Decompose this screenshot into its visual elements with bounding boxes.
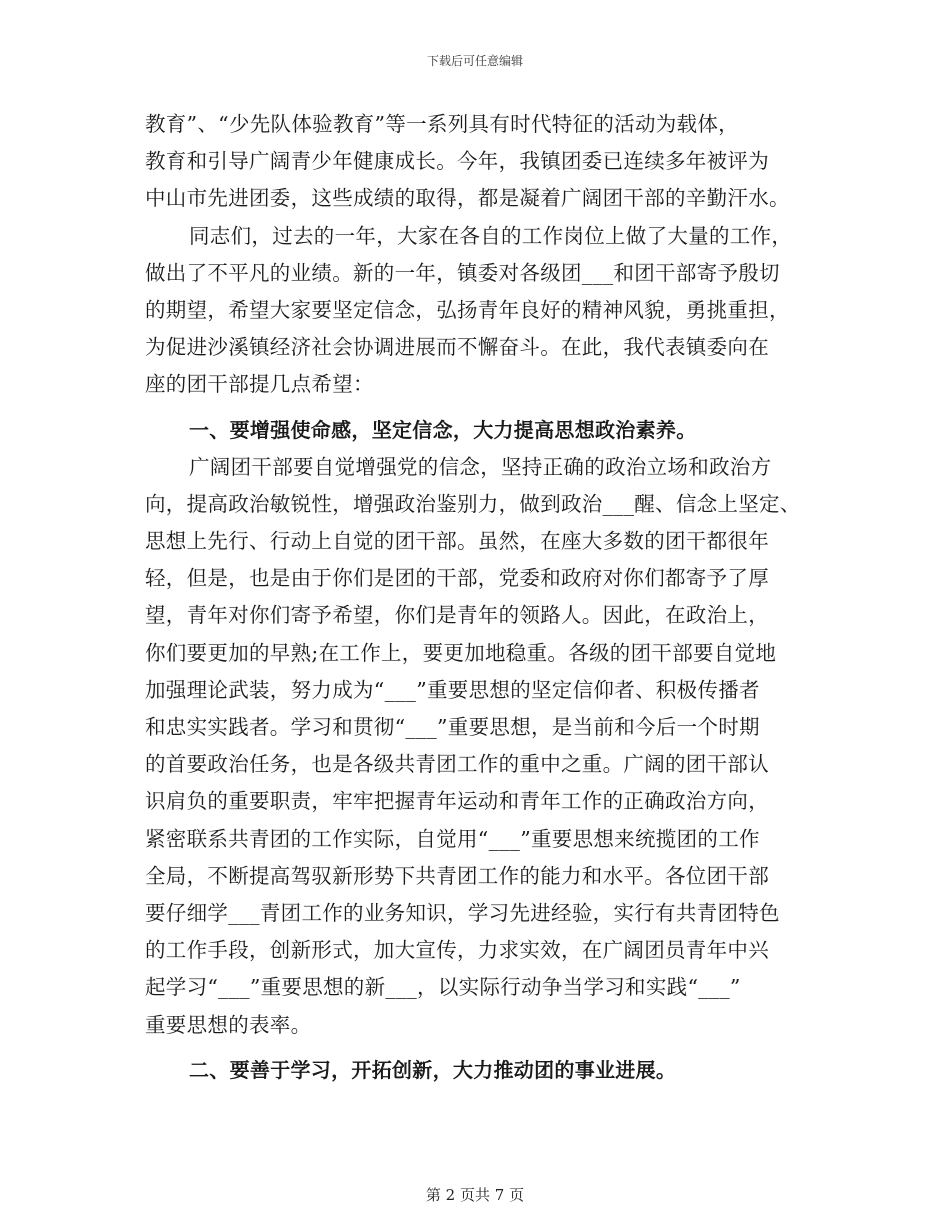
paragraph-line: 要仔细学___青团工作的业务知识，学习先进经验，实行有共青团特色 (145, 900, 780, 925)
paragraph-line: 座的团干部提几点希望： (145, 372, 374, 397)
paragraph-line: 向，提高政治敏锐性，增强政治鉴别力，做到政治___醒、信念上坚定、 (145, 491, 801, 516)
paragraph-line: 望，青年对你们寄予希望，你们是青年的领路人。因此，在政治上， (145, 603, 769, 628)
paragraph-line: 你们要更加的早熟;在工作上，要更加地稳重。各级的团干部要自觉地 (145, 640, 777, 665)
paragraph-line: 全局，不断提高驾驭新形势下共青团工作的能力和水平。各位团干部 (145, 863, 769, 888)
paragraph-line: 同志们，过去的一年，大家在各自的工作岗位上做了大量的工作， (189, 223, 793, 248)
page-header: 下载后可任意编辑 (426, 54, 523, 68)
paragraph-line: 思想上先行、行动上自觉的团干部。虽然，在座大多数的团干都很年 (145, 529, 769, 554)
paragraph-line: 的期望，希望大家要坚定信念，弘扬青年良好的精神风貌，勇挑重担， (145, 297, 790, 322)
paragraph-line: 教育”、“少先队体验教育”等一系列具有时代特征的活动为载体， (145, 112, 739, 136)
section-heading: 二、要善于学习，开拓创新，大力推动团的事业进展。 (189, 1057, 677, 1082)
paragraph-line: 做出了不平凡的业绩。新的一年，镇委对各级团___和团干部寄予殷切 (145, 260, 780, 285)
paragraph-line: 广阔团干部要自觉增强党的信念，坚持正确的政治立场和政治方 (189, 454, 772, 479)
paragraph-line: 教育和引导广阔青少年健康成长。今年，我镇团委已连续多年被评为 (145, 149, 769, 174)
paragraph-line: 加强理论武装，努力成为“___”重要思想的坚定信仰者、积极传播者 (145, 677, 760, 702)
page-number: 第 2 页共 7 页 (425, 1186, 525, 1204)
document-body (145, 106, 820, 1089)
paragraph-line: 紧密联系共青团的工作实际，自觉用“___”重要思想来统揽团的工作 (145, 826, 760, 851)
paragraph-line: 和忠实实践者。学习和贯彻“___”重要思想，是当前和今后一个时期 (145, 715, 760, 739)
paragraph-line: 重要思想的表率。 (145, 1012, 312, 1037)
section-heading: 一、要增强使命感，坚定信念，大力提高思想政治素养。 (189, 417, 697, 442)
paragraph-line: 的工作手段，创新形式，加大宣传，力求实效，在广阔团员青年中兴 (145, 938, 769, 963)
paragraph-line: 中山市先进团委，这些成绩的取得，都是凝着广阔团干部的辛勤汗水。 (145, 186, 790, 211)
paragraph-line: 识肩负的重要职责，牢牢把握青年运动和青年工作的正确政治方向， (145, 789, 769, 814)
paragraph-line: 起学习“___”重要思想的新___，以实际行动争当学习和实践“___” (145, 975, 741, 1000)
paragraph-line: 的首要政治任务，也是各级共青团工作的重中之重。广阔的团干部认 (145, 752, 769, 777)
paragraph-line: 为促进沙溪镇经济社会协调进展而不懈奋斗。在此，我代表镇委向在 (145, 335, 769, 360)
paragraph-line: 轻，但是，也是由于你们是团的干部，党委和政府对你们都寄予了厚 (145, 566, 769, 591)
